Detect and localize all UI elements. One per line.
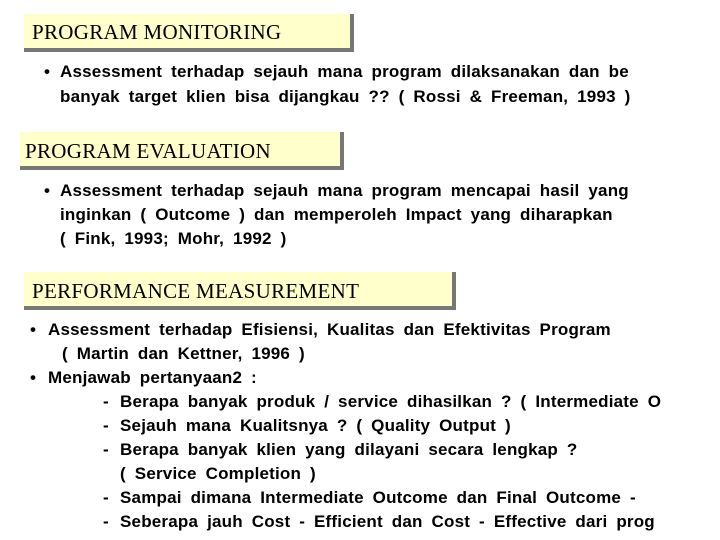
text-line: Assessment terhadap sejauh mana program dilaksanakan dan be	[60, 62, 629, 81]
sub-item-line: Berapa banyak klien yang dilayani secara lengkap ?	[120, 440, 578, 459]
dash-marker: -	[103, 488, 109, 507]
dash-marker: -	[103, 392, 109, 411]
sub-item-line: ( Service Completion )	[120, 464, 316, 483]
sub-item-line: Sejauh mana Kualitsnya ? ( Quality Output )	[120, 416, 511, 435]
dash-marker: -	[103, 440, 109, 459]
text-line: Menjawab pertanyaan2 :	[48, 368, 257, 387]
dash-marker: -	[103, 512, 109, 531]
text-line: banyak target klien bisa dijangkau ?? ( Rossi & Freeman, 1993 )	[60, 87, 631, 106]
section-title-program-evaluation: PROGRAM EVALUATION	[20, 132, 344, 170]
section-title-performance-measurement: PERFORMANCE MEASUREMENT	[24, 272, 456, 310]
text-line: Assessment terhadap sejauh mana program mencapai hasil yang	[60, 181, 629, 200]
dash-marker: -	[103, 416, 109, 435]
sub-item-line: Sampai dimana Intermediate Outcome dan Final Outcome -	[120, 488, 636, 507]
sub-item-line: Seberapa jauh Cost - Efficient dan Cost - Effective dari prog	[120, 512, 655, 531]
text-line: inginkan ( Outcome ) dan memperoleh Impact yang diharapkan	[60, 205, 613, 224]
text-line: ( Fink, 1993; Mohr, 1992 )	[60, 229, 287, 248]
bullet-marker: •	[44, 181, 50, 200]
text-line: Assessment terhadap Efisiensi, Kualitas dan Efektivitas Program	[48, 320, 611, 339]
bullet-marker: •	[44, 62, 50, 81]
section-title-program-monitoring: PROGRAM MONITORING	[24, 14, 354, 52]
bullet-marker: •	[30, 368, 36, 387]
sub-item-line: Berapa banyak produk / service dihasilkan ? ( Intermediate O	[120, 392, 662, 411]
text-line: ( Martin dan Kettner, 1996 )	[62, 344, 305, 363]
bullet-marker: •	[30, 320, 36, 339]
